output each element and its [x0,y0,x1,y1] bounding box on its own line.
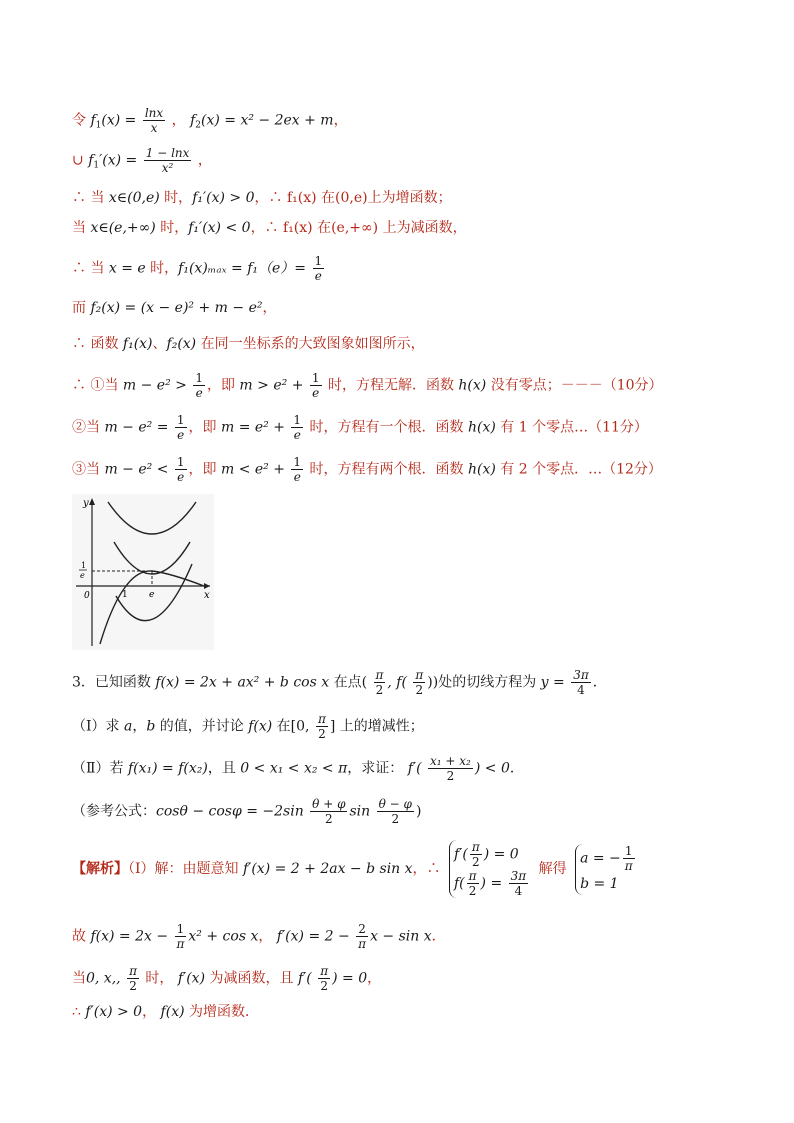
text: 有 2 个零点．…（12分） [495,461,662,478]
text: ，求证： [347,760,404,777]
fraction [356,922,368,951]
numerator: 1 [195,371,203,385]
numerator: π [320,964,329,978]
math: a = − [580,850,621,866]
math: f(x) = 2x + ax² + b cos x [150,674,330,691]
denominator: 2 [325,812,333,826]
denominator: x² [161,161,174,175]
denominator: e [177,428,185,442]
text: ∴ 当 [72,260,105,277]
fraction [291,455,303,484]
text: 在(e,+∞) 上为减函数， [312,220,467,236]
text: ． [509,760,524,777]
math: h(x) [463,461,496,478]
math: b [146,718,156,735]
solution-a [580,844,637,873]
numerator: π [471,840,480,854]
text: 在同一坐标系的大致图象如图所示， [196,336,425,352]
denominator: 2 [318,727,326,741]
equation-system [449,840,530,898]
math: 0 < x₁ < x₂ < π [235,760,348,777]
denominator: e [312,386,320,400]
math: f₂(x) = (x − e)² + m − e² [86,300,263,316]
math: , f( [387,674,407,691]
system-eq-2 [454,869,530,898]
math: f [88,152,94,169]
x-label: x [204,590,210,601]
math: f′( [293,970,312,987]
fraction [313,254,325,283]
frac-den: e [80,571,85,580]
fraction [310,797,347,826]
denominator: 4 [577,683,585,697]
line-case-3 [72,455,662,484]
text: 令 [72,112,86,129]
numerator: 1 [314,254,323,268]
fraction [413,668,425,697]
denominator: π [358,937,367,951]
text: ∴ [72,1004,81,1020]
denominator: 2 [415,683,424,697]
math: m − e² = [100,419,173,436]
answer-line [72,922,446,951]
text: 而 [72,300,86,316]
numerator: 1 [624,843,633,858]
denominator: e [314,269,322,283]
text: ，∴ f₁(x) [254,190,317,206]
line-max [72,254,326,283]
fraction [318,964,330,993]
math: 1 [95,120,102,131]
text: ) [415,803,422,820]
text: ，且 [207,760,236,777]
line-increasing [72,188,452,208]
numerator: π [415,668,424,682]
numerator: lnx [144,106,164,120]
numerator: 1 [293,413,302,427]
line-derivative [72,146,212,176]
system-eq-1 [454,840,530,869]
text: 时， [140,970,174,987]
text: ，即 [206,377,235,394]
math: h(x) [463,419,496,436]
text: （Ⅱ）若 [72,760,124,777]
text: ，即 [188,461,217,478]
denominator: π [176,937,185,951]
fraction [623,844,635,873]
text: ，即 [188,419,217,436]
function-graph [72,494,214,650]
numerator: π [129,964,137,978]
math: ) = 0 [483,846,519,863]
solution-b: b = 1 [580,875,619,892]
math: x = e [104,260,146,277]
math: m = e² + [216,419,290,436]
text: ， [258,928,273,945]
problem-3-part-1 [72,712,424,741]
denominator: x [150,121,158,135]
math: f(x) = 2x − [86,928,173,945]
math: f₂(x) [166,336,197,352]
text: ，∴ [412,861,441,877]
text: 时， [159,190,193,206]
text: 的值，并讨论 [155,718,244,735]
denominator: 2 [446,769,455,783]
text: 时，方程有一个根．函数 [305,419,464,436]
text: ． [592,674,607,691]
math: m < e² + [216,461,290,478]
text: ， [197,152,212,169]
text: 时， [155,220,189,236]
numerator: 3π [510,869,527,883]
denominator: 2 [391,812,400,826]
fraction [144,146,192,175]
numerator: π [375,668,384,682]
text: ③当 [72,461,100,478]
math: f′(x) [173,970,206,987]
math: f [90,112,96,129]
math: f′( [454,846,468,863]
math: f₁(x)ₘₐₓ = f₁（e）= [178,260,311,277]
math: f′(x) = 2 − [272,928,355,945]
math: (x) = [101,112,141,129]
fraction [428,754,473,783]
line-f2 [72,298,276,318]
text: （Ⅰ）解：由题意知 [128,861,239,877]
math: x² + cos x [188,928,259,945]
math: ′(x) = [99,152,142,169]
frac-num: 1 [81,561,87,570]
text: 为增函数． [184,1004,259,1020]
numerator: 3π [573,668,589,682]
reference-formula [72,797,421,826]
fraction [143,106,165,135]
fraction [193,371,205,400]
math: 2 [195,120,201,131]
text: ∴ 函数 [72,336,119,352]
one-label: 1 [122,590,128,600]
math: f [190,112,196,129]
text: ∴ ①当 [72,377,119,394]
fraction [377,797,414,826]
text: （参考公式： [72,803,156,820]
math: (x) = x² − 2ex + m [201,112,334,129]
text: 有 1 个零点…（11分） [495,419,648,436]
line-graph-intro [72,334,425,354]
numerator: 2 [358,922,366,936]
fraction [467,869,479,898]
numerator: 1 [311,371,320,385]
fraction [571,668,591,697]
numerator: π [468,869,477,883]
text: 、 [152,336,167,352]
math: f(x) [156,1004,185,1020]
math: h(x) [453,377,487,394]
text: 当 [72,970,86,987]
math: f( [454,875,465,892]
line-define-functions [72,106,348,136]
math: x∈(e,+∞) [86,220,156,236]
numerator: 1 [176,455,185,469]
denominator: 2 [471,855,480,869]
text: ， [171,112,186,129]
math: f(x₁) = f(x₂) [123,760,208,777]
text: 当 [72,220,86,236]
math: f₁′(x) > 0 [192,190,255,206]
fraction [470,840,482,869]
line-case-2 [72,413,648,442]
math: sin [349,803,371,820]
origin-label: 0 [84,591,90,601]
fraction [316,712,328,741]
numerator: 1 [293,455,302,469]
fraction [175,413,187,442]
denominator: 2 [129,979,137,993]
e-label: e [149,590,155,600]
fraction [509,869,529,898]
math: f′(x) = 2 + 2ax − b sin x [238,861,413,877]
text: 在(0,e)上为增函数； [316,190,452,206]
text: ． [431,928,446,945]
denominator: e [293,470,301,484]
math: f′( [403,760,422,777]
denominator: π [624,858,633,873]
text: 解得 [538,861,567,877]
denominator: 2 [375,683,384,697]
text: 在[0, [272,718,310,735]
y-label: y [83,498,89,509]
text: 3．已知函数 [72,674,151,691]
text: ))处的切线方程为 [427,674,537,691]
math: x∈(0,e) [104,190,160,206]
solution-tag: 【解析】 [72,861,128,877]
math: f₁′(x) < 0 [188,220,251,236]
denominator: e [195,386,203,400]
denominator: 2 [320,979,328,993]
text: ， [262,300,277,316]
text: ②当 [72,419,100,436]
math: a [119,718,133,735]
numerator: π [317,712,326,726]
problem-3-part-2 [72,754,524,783]
numerator: 1 [176,922,185,936]
math: ) = [480,875,507,892]
denominator: 4 [514,884,523,898]
text: ， [142,1004,157,1020]
text: 时，方程有两个根．函数 [305,461,464,478]
denominator: e [177,470,185,484]
text: ] 上的增减性； [329,718,424,735]
problem-3-statement [72,668,607,697]
math: y = [536,674,570,691]
fraction [310,371,322,400]
math: f′(x) > 0 [80,1004,143,1020]
text: 故 [72,928,86,945]
fraction [127,964,139,993]
text: ，∴ f₁(x) [250,220,313,236]
denominator: e [293,428,301,442]
line-decreasing [72,218,467,238]
denominator: 2 [468,884,477,898]
fraction [374,668,386,697]
last-line [72,1002,259,1022]
text: 时，方程无解．函数 [323,377,454,394]
text: ， [367,970,382,987]
math: m > e² + [234,377,308,394]
math: ) < 0 [474,760,510,777]
math: 1 [93,160,100,171]
numerator: 1 − lnx [145,146,190,160]
fraction [175,922,187,951]
fraction [175,455,187,484]
math: 0, x,, [86,970,126,987]
text: 为减函数，且 [205,970,294,987]
text: ， [132,718,147,735]
math: x − sin x [370,928,432,945]
text: 没有零点；－－－（10分） [486,377,663,394]
numerator: x₁ + x₂ [430,754,471,768]
text: ∴ 当 [72,190,105,206]
text: ∪ [72,152,84,169]
solution-system [575,844,637,895]
text: （Ⅰ）求 [72,718,120,735]
math: cosθ − cosφ = −2sin [156,803,304,820]
fraction [291,413,303,442]
math: ) = 0 [332,970,368,987]
numerator: θ − φ [378,797,412,811]
line-case-1 [72,371,663,400]
math: m − e² > [118,377,192,394]
text: ， [333,112,348,129]
text: 时， [145,260,179,277]
solution-part-1 [72,840,641,898]
math: m − e² < [100,461,173,478]
when-line [72,964,381,993]
numerator: 1 [176,413,185,427]
math: f₁(x) [118,336,153,352]
numerator: θ + φ [312,797,346,811]
math: f(x) [243,718,273,735]
text: 在点( [329,674,368,691]
